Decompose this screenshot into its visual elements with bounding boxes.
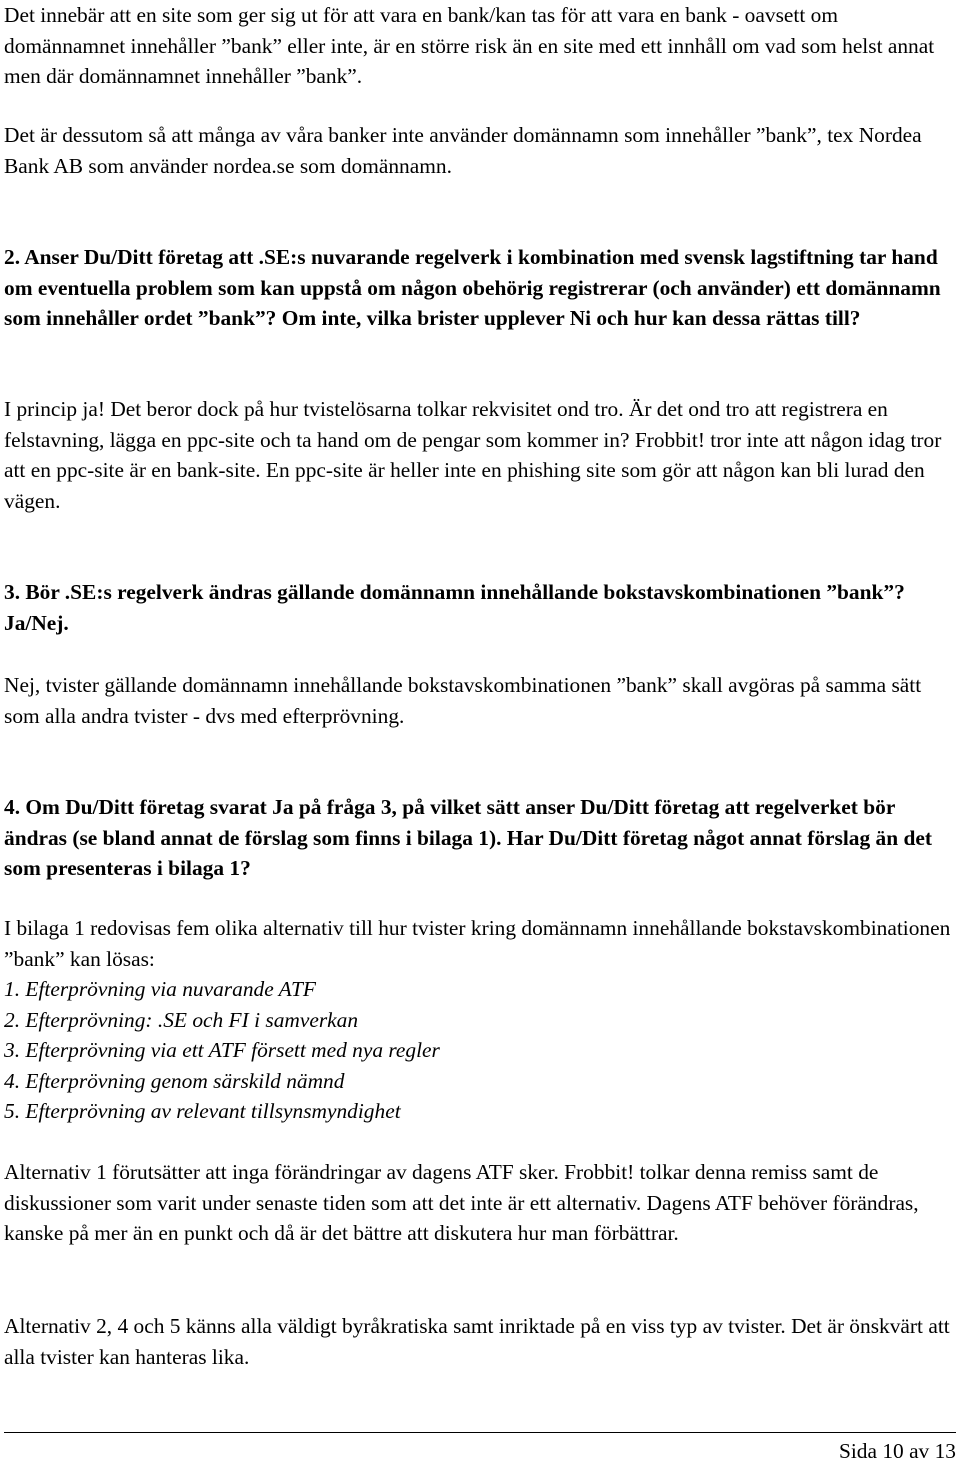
alternative-item: 1. Efterprövning via nuvarande ATF — [4, 977, 316, 1001]
page-number: Sida 10 av 13 — [838, 1439, 956, 1463]
question-3-answer: Nej, tvister gällande domännamn innehållande bokstavskombinationen ”bank” skall avgöras på samma sätt som alla andra tvister - dvs med efterprövning. — [4, 673, 922, 728]
question-2-answer: I princip ja! Det beror dock på hur tvistelösarna tolkar rekvisitet ond tro. Är det ond tro att registrera en felstavning, lägga en ppc-site och ta hand om de pengar som kommer in? Frobbit! tror inte att någon idag tror att en ppc-site är en bank-site. En ppc-site är heller inte en phishing site som gör att någon kan bli lurad den vägen. — [4, 397, 942, 513]
question-4-heading: 4. Om Du/Ditt företag svarat Ja på fråga 3, på vilket sätt anser Du/Ditt företag att regelverket bör ändras (se bland annat de förslag som finns i bilaga 1). Har Du/Ditt företag något annat förslag än det som presenteras i bilaga 1? — [4, 795, 932, 880]
footer-divider — [4, 1432, 956, 1433]
paragraph: Alternativ 2, 4 och 5 känns alla väldigt byråkratiska samt inriktade på en viss typ av tvister. Det är önskvärt att alla tvister kan hanteras lika. — [4, 1314, 950, 1369]
alternative-item: 2. Efterprövning: .SE och FI i samverkan — [4, 1007, 359, 1032]
paragraph: Det innebär att en site som ger sig ut för att vara en bank/kan tas för att vara en bank - oavsett om domännamnet innehåller ”bank” eller inte, är en större risk än en site med ett innhåll om vad som helst annat men där domännamnet innehåller ”bank”. — [4, 3, 935, 88]
question-4-intro: I bilaga 1 redovisas fem olika alternativ till hur tvister kring domännamn innehållande bokstavskombinationen ”bank” kan lösas: — [4, 916, 951, 971]
paragraph: Alternativ 1 förutsätter att inga förändringar av dagens ATF sker. Frobbit! tolkar denna remiss samt de diskussioner som varit under senaste tiden som att det inte är ett alternativ. Dagens ATF behöver förändras, kanske på mer än en punkt och då är det bättre att diskutera hur man förbättrar. — [4, 1160, 919, 1245]
question-4-answer — [4, 913, 956, 1127]
alternative-item: 4. Efterprövning genom särskild nämnd — [4, 1068, 345, 1093]
question-3-heading: 3. Bör .SE:s regelverk ändras gällande domännamn innehållande bokstavskombinationen ”bank”? Ja/Nej. — [4, 580, 905, 635]
paragraph: Det är dessutom så att många av våra banker inte använder domännamn som innehåller ”bank”, tex Nordea Bank AB som använder nordea.se som domännamn. — [4, 123, 922, 178]
alternative-item: 3. Efterprövning via ett ATF försett med nya regler — [4, 1038, 440, 1062]
alternative-item: 5. Efterprövning av relevant tillsynsmyndighet — [4, 1099, 401, 1123]
question-2-heading: 2. Anser Du/Ditt företag att .SE:s nuvarande regelverk i kombination med svensk lagstiftning tar hand om eventuella problem som kan uppstå om någon obehörig registrerar (och använder) ett domännamn som innehåller ordet ”bank”? Om inte, vilka brister upplever Ni och hur kan dessa rättas till? — [4, 245, 941, 330]
